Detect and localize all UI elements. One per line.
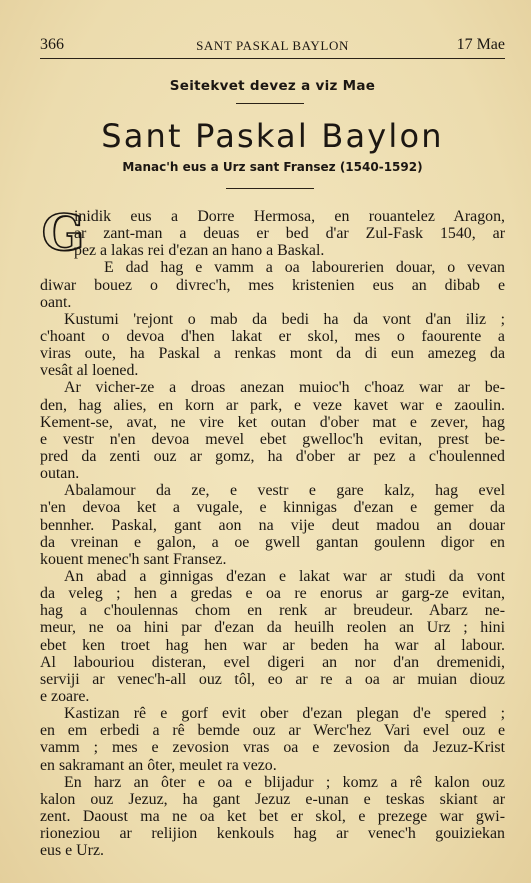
running-title: SANT PASKAL BAYLON [196, 38, 349, 53]
text-line: serviji ar venec'h-all ouz tôl, eo ar re a oa ar muian diouz [40, 670, 505, 688]
subtitle-divider [236, 103, 304, 104]
feast-day-subtitle: Seitekvet devez a viz Mae [169, 78, 376, 94]
text-line: en em erbedi a rê bemde ouz ar Werc'hez Vari evel ouz e [40, 722, 505, 740]
text-line: Kement-se, avat, ne vire ket outan d'ober mat e zever, hag [40, 413, 505, 431]
text-line: outan. [40, 465, 80, 483]
text-line: En harz an ôter e oa e blijadur ; komz a rê kalon ouz [64, 773, 505, 791]
text-line: den, hag alies, en korn ar park, e veze kavet war e zaoulin. [40, 396, 505, 414]
text-line: E dad hag e vamm a oa labourerien douar, o vevan [104, 259, 505, 277]
text-line: viras oute, ha Paskal a renkas mont da di eun amezeg da [40, 345, 505, 363]
text-line: An abad a ginnigas d'ezan e lakat war ar studi da vont [64, 567, 505, 585]
header-rule [40, 58, 505, 59]
text-line: da veleg ; hen a gredas e oa re enorus ar garg-ze evitan, [40, 585, 505, 603]
text-line: e zoare. [40, 687, 90, 705]
text-line: meur, ne oa hini par d'ezan da heuilh reolen an Urz ; hini [40, 619, 505, 637]
text-line: da vreinan e galon, a oe gwell gantan goulenn digor en [40, 533, 505, 551]
text-line: e vestr n'en devoa mevel ebet gwelloc'h evitan, prest be- [40, 430, 505, 448]
running-header [40, 36, 505, 56]
text-line: vamm ; mes e zevosion vras oa e zevosion da Jezuz-Krist [40, 739, 505, 757]
text-line: inidik eus a Dorre Hermosa, en rouantelez Aragon, [74, 208, 505, 225]
text-line: en sakramant an ôter, meulet ra vezo. [40, 756, 277, 774]
first-paragraph [40, 203, 505, 277]
text-line: Abalamour da ze, e vestr e gare kalz, hag evel [64, 482, 505, 500]
text-line: eus e Urz. [40, 842, 104, 860]
text-line: oant. [40, 293, 72, 311]
text-line: bennher. Paskal, gant aon na vije deut madou an douar [40, 516, 505, 534]
text-line: c'hoant o devoa d'hen lakat er skol, mes o faourente a [40, 328, 505, 346]
text-line: pez a lakas rei d'ezan an hano a Baskal. [74, 242, 325, 260]
text-line: Ar vicher-ze a droas anezan muioc'h c'hoaz war ar be- [64, 379, 505, 397]
saint-title: Sant Paskal Baylon [101, 117, 444, 155]
drop-cap-letter: G [41, 203, 85, 262]
article-body [40, 203, 505, 860]
text-line: Al labouriou disteran, evel digeri an nor d'an dremenidi, [40, 653, 505, 671]
text-line: vesât al loened. [40, 362, 139, 380]
text-line: diwar bouez o divrec'h, mes kristenien eus an dibab e [40, 276, 505, 294]
header-date: 17 Mae [456, 36, 505, 53]
page-number: 366 [40, 36, 64, 53]
text-line: kalon ouz Jezuz, ha gant Jezuz e-unan e teskas skiant ar [40, 790, 505, 808]
text-line: ar zant-man a deuas er bed d'ar Zul-Fask 1540, ar [74, 225, 505, 243]
text-line: n'en devoa ket a vugale, e kinnigas d'ezan e gemer da [40, 499, 505, 517]
text-line: zent. Daoust ma ne oa ket bet er skol, e prezege war gwi- [40, 807, 505, 825]
body-lines [40, 277, 505, 860]
text-line: Kustumi 'rejont o mab da bedi ha da vont d'an iliz ; [64, 310, 505, 328]
text-line: pred da zenti ouz ar gomz, ha d'ober ar pez a c'houlenned [40, 448, 505, 465]
text-line: hag a c'houlennas chom en renk ar breudeur. Abarz ne- [40, 602, 505, 620]
text-line: kouent menec'h sant Fransez. [40, 550, 227, 568]
saint-byline: Manac'h eus a Urz sant Fransez (1540-1592) [122, 160, 423, 174]
text-line: Kastizan rê e gorf evit ober d'ezan plegan d'e spered ; [64, 705, 505, 723]
text-line: ebet ken troet hag hen war ar beden ha war al labour. [40, 636, 505, 654]
byline-divider [226, 188, 314, 189]
text-line: rioneziou ar relijion kenkouls hag ar venec'h gouiziekan [40, 825, 505, 843]
